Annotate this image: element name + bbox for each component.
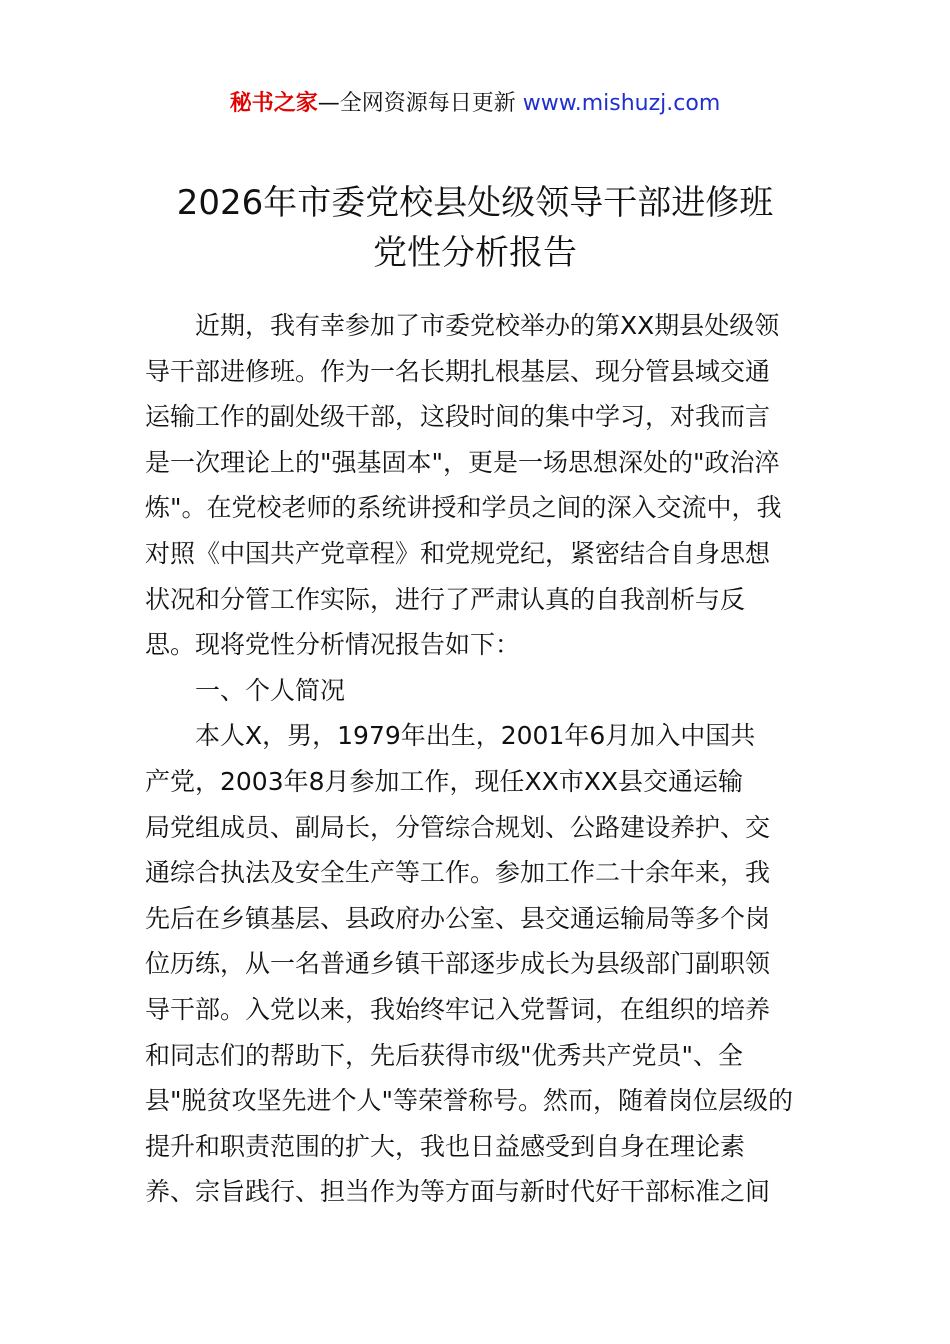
paragraph-line: 通综合执法及安全生产等工作。参加工作二十余年来，我: [145, 858, 771, 888]
paragraph-line: 运输工作的副处级干部，这段时间的集中学习，对我而言: [145, 402, 771, 432]
paragraph-line: 局党组成员、副局长，分管综合规划、公路建设养护、交: [145, 812, 771, 842]
paragraph-line: 先后在乡镇基层、县政府办公室、县交通运输局等多个岗: [145, 903, 771, 933]
paragraph-line: 状况和分管工作实际，进行了严肃认真的自我剖析与反: [145, 584, 746, 614]
paragraph-line: 和同志们的帮助下，先后获得市级"优秀共产党员"、全: [145, 1040, 744, 1070]
paragraph-line: 近期，我有幸参加了市委党校举办的第XX期县处级领: [195, 311, 780, 340]
paragraph-line: 导干部进修班。作为一名长期扎根基层、现分管县域交通: [145, 356, 771, 386]
paragraph-line: 养、宗旨践行、担当作为等方面与新时代好干部标准之间: [145, 1177, 771, 1207]
header-slogan: —全网资源每日更新: [317, 91, 523, 116]
section-heading: 一、个人简况: [195, 675, 346, 705]
paragraph-line: 对照《中国共产党章程》和党规党纪，紧密结合自身思想: [145, 538, 771, 568]
site-header: [0, 88, 950, 120]
title-line-2: 党性分析报告: [373, 233, 577, 273]
paragraph-line: 炼"。在党校老师的系统讲授和学员之间的深入交流中，我: [145, 493, 782, 523]
paragraph-line: 本人X，男，1979年出生，2001年6月加入中国共: [195, 721, 756, 751]
paragraph-line: 导干部。入党以来，我始终牢记入党誓词，在组织的培养: [145, 994, 771, 1024]
paragraph-line: 县"脱贫攻坚先进个人"等荣誉称号。然而，随着岗位层级的: [145, 1086, 794, 1116]
title-line-1: 2026年市委党校县处级领导干部进修班: [176, 183, 774, 223]
paragraph-line: 思。现将党性分析情况报告如下：: [145, 630, 521, 660]
paragraph-line: 产党，2003年8月参加工作，现任XX市XX县交通运输: [145, 766, 744, 796]
document-title: [0, 178, 950, 278]
paragraph-line: 是一次理论上的"强基固本"，更是一场思想深处的"政治淬: [145, 447, 780, 477]
paragraph-line: 位历练，从一名普通乡镇干部逐步成长为县级部门副职领: [145, 949, 771, 979]
document-body: [145, 303, 810, 1215]
brand-name: 秘书之家: [229, 91, 318, 116]
paragraph-line: 提升和职责范围的扩大，我也日益感受到自身在理论素: [145, 1131, 746, 1161]
site-url-link[interactable]: www.mishuzj.com: [522, 91, 721, 116]
